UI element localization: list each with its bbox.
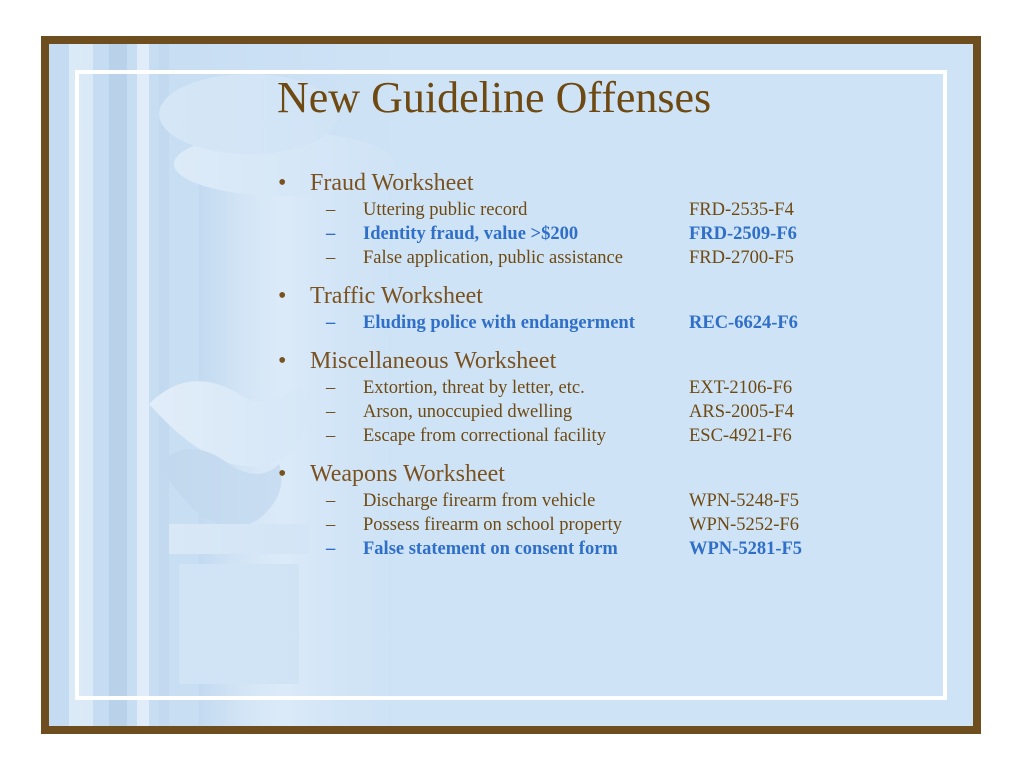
dash-icon: – [326,515,336,535]
dash-icon: – [326,402,336,422]
offense-name: Arson, unoccupied dwelling [363,402,573,422]
section-heading [276,459,836,489]
offense-name: Identity fraud, value >$200 [363,224,579,244]
dash-icon: – [326,539,336,559]
slide-title: New Guideline Offenses [277,73,712,122]
section-heading [276,346,836,376]
offense-item [276,198,836,222]
offense-item [276,376,836,400]
worksheet-section [276,346,836,448]
offense-name: Possess firearm on school property [363,515,622,535]
dash-icon: – [326,378,336,398]
worksheet-section [276,459,836,561]
section-heading [276,168,836,198]
dash-icon: – [326,224,336,244]
offense-code: EXT-2106-F6 [689,378,793,398]
offense-item [276,537,836,561]
dash-icon: – [326,200,336,220]
bullet-icon: • [278,170,287,196]
section-heading-label: Fraud Worksheet [310,170,474,196]
dash-icon: – [326,248,336,268]
offense-item [276,222,836,246]
dash-icon: – [326,491,336,511]
bullet-icon: • [278,348,287,374]
offense-item [276,424,836,448]
offense-name: Extortion, threat by letter, etc. [363,378,585,398]
offense-item [276,311,836,335]
dash-icon: – [326,426,336,446]
offense-code: FRD-2700-F5 [689,248,794,268]
offense-item [276,246,836,270]
bullet-icon: • [278,283,287,309]
section-heading-label: Traffic Worksheet [310,283,483,309]
offense-name: Discharge firearm from vehicle [363,491,596,511]
section-heading-label: Weapons Worksheet [310,461,505,487]
offense-name: Uttering public record [363,200,528,220]
offense-name: False statement on consent form [363,539,618,559]
section-heading-label: Miscellaneous Worksheet [310,348,557,374]
offense-code: REC-6624-F6 [689,313,798,333]
bullet-icon: • [278,461,287,487]
offense-code: ARS-2005-F4 [689,402,794,422]
worksheet-section [276,168,836,270]
offense-list [276,168,836,572]
offense-code: ESC-4921-F6 [689,426,792,446]
offense-code: FRD-2509-F6 [689,224,797,244]
offense-item [276,489,836,513]
offense-item [276,513,836,537]
offense-name: Escape from correctional facility [363,426,606,446]
offense-name: False application, public assistance [363,248,623,268]
offense-code: FRD-2535-F4 [689,200,794,220]
offense-code: WPN-5248-F5 [689,491,799,511]
offense-code: WPN-5281-F5 [689,539,803,559]
offense-name: Eluding police with endangerment [363,313,635,333]
dash-icon: – [326,313,336,333]
worksheet-section [276,281,836,335]
section-heading [276,281,836,311]
offense-item [276,400,836,424]
offense-code: WPN-5252-F6 [689,515,799,535]
